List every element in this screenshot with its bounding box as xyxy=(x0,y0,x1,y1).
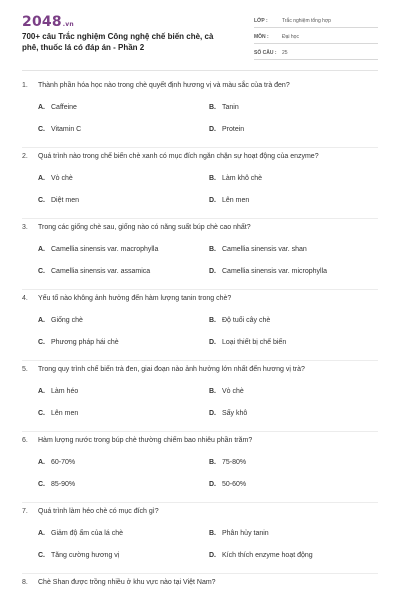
answer-option[interactable] xyxy=(38,409,209,421)
question-divider xyxy=(22,218,378,219)
answer-option[interactable] xyxy=(38,338,209,350)
answer-letter: C. xyxy=(38,268,45,275)
question-item xyxy=(22,152,378,223)
answer-grid xyxy=(38,174,378,208)
answer-option[interactable] xyxy=(209,245,369,257)
answer-option[interactable] xyxy=(38,125,209,137)
answer-text: Độ tuổi cây chè xyxy=(222,317,271,324)
answer-option[interactable] xyxy=(209,338,369,350)
answer-letter: C. xyxy=(38,339,45,346)
answer-text: Vò chè xyxy=(51,175,73,182)
question-item xyxy=(22,507,378,578)
answer-grid xyxy=(38,103,378,137)
answer-text: Lên men xyxy=(222,197,250,204)
question-item xyxy=(22,81,378,152)
question-divider xyxy=(22,147,378,148)
answer-text: Loại thiết bị chế biến xyxy=(222,339,287,346)
answer-option[interactable] xyxy=(209,480,369,492)
question-divider xyxy=(22,431,378,432)
answer-letter: A. xyxy=(38,388,45,395)
answer-text: 85-90% xyxy=(51,481,76,488)
answer-option[interactable] xyxy=(38,196,209,208)
meta-label: SỐ CÂU : xyxy=(254,49,277,56)
answer-text: Vò chè xyxy=(222,388,244,395)
answer-letter: B. xyxy=(209,317,216,324)
answer-letter: D. xyxy=(209,197,216,204)
answer-letter: C. xyxy=(38,481,45,488)
answer-text: Camellia sinensis var. microphylla xyxy=(222,268,328,275)
document-title: 700+ câu Trắc nghiệm Công nghệ chế biến chè, cà phê, thuốc lá có đáp án - Phần 2 xyxy=(22,32,214,52)
answer-letter: D. xyxy=(209,126,216,133)
meta-value: Trắc nghiệm tổng hợp xyxy=(282,17,331,24)
answer-letter: B. xyxy=(209,104,216,111)
meta-row-question-count xyxy=(254,46,378,60)
answer-letter: D. xyxy=(209,410,216,417)
answer-text: Lên men xyxy=(51,410,79,417)
meta-value: 25 xyxy=(282,49,288,56)
question-number: 3. xyxy=(22,224,28,231)
answer-letter: A. xyxy=(38,459,45,466)
answer-text: Protein xyxy=(222,126,245,133)
answer-option[interactable] xyxy=(209,125,369,137)
meta-row-subject xyxy=(254,30,378,44)
answer-option[interactable] xyxy=(209,529,369,541)
answer-letter: B. xyxy=(209,246,216,253)
answer-text: Giống chè xyxy=(51,317,83,324)
meta-label: LỚP : xyxy=(254,17,268,24)
document-header xyxy=(22,14,378,66)
logo-text: 2048 xyxy=(22,14,62,30)
answer-text: Kích thích enzyme hoạt động xyxy=(222,552,313,559)
answer-text: Sấy khô xyxy=(222,410,248,417)
answer-grid xyxy=(38,245,378,279)
answer-letter: A. xyxy=(38,246,45,253)
answer-letter: B. xyxy=(209,175,216,182)
answer-option[interactable] xyxy=(209,196,369,208)
answer-text: Tăng cường hương vị xyxy=(51,552,120,559)
meta-label: MÔN : xyxy=(254,33,269,40)
answer-option[interactable] xyxy=(209,458,369,470)
question-text: Quá trình làm héo chè có mục đích gì? xyxy=(38,508,159,515)
answer-option[interactable] xyxy=(209,316,369,328)
question-divider xyxy=(22,573,378,574)
answer-text: Làm khô chè xyxy=(222,175,263,182)
answer-letter: D. xyxy=(209,268,216,275)
answer-option[interactable] xyxy=(38,480,209,492)
answer-letter: C. xyxy=(38,126,45,133)
question-number: 6. xyxy=(22,437,28,444)
answer-text: 50-60% xyxy=(222,481,247,488)
question-number: 5. xyxy=(22,366,28,373)
answer-letter: C. xyxy=(38,410,45,417)
answer-grid xyxy=(38,387,378,421)
answer-text: 60-70% xyxy=(51,459,76,466)
answer-text: Diệt men xyxy=(51,197,80,204)
question-text: Hàm lượng nước trong búp chè thường chiếm bao nhiêu phần trăm? xyxy=(38,437,253,444)
question-list xyxy=(22,81,378,578)
answer-letter: C. xyxy=(38,197,45,204)
answer-text: Giảm độ ẩm của lá chè xyxy=(51,530,123,537)
answer-option[interactable] xyxy=(38,529,209,541)
answer-grid xyxy=(38,529,378,563)
answer-text: Camellia sinensis var. assamica xyxy=(51,268,151,275)
question-text: Trong quy trình chế biến trà đen, giai đoạn nào ảnh hưởng lớn nhất đến hương vị trà? xyxy=(38,366,305,373)
answer-text: Camellia sinensis var. macrophylla xyxy=(51,246,159,253)
answer-option[interactable] xyxy=(209,267,369,279)
question-number: 8. xyxy=(22,579,28,586)
answer-option[interactable] xyxy=(38,551,209,563)
answer-text: Camellia sinensis var. shan xyxy=(222,246,307,253)
answer-option[interactable] xyxy=(38,316,209,328)
answer-option[interactable] xyxy=(38,458,209,470)
answer-option[interactable] xyxy=(209,409,369,421)
answer-letter: C. xyxy=(38,552,45,559)
answer-text: Làm héo xyxy=(51,388,79,395)
question-number: 7. xyxy=(22,508,28,515)
answer-text: Phân hủy tanin xyxy=(222,530,269,537)
document-meta xyxy=(254,14,378,62)
answer-option[interactable] xyxy=(209,387,369,399)
question-item xyxy=(22,365,378,436)
header-divider xyxy=(22,70,378,71)
answer-letter: A. xyxy=(38,530,45,537)
logo-domain-suffix: .vn xyxy=(62,21,74,28)
question-divider xyxy=(22,502,378,503)
question-text: Trong các giống chè sau, giống nào có năng suất búp chè cao nhất? xyxy=(38,224,251,231)
question-divider xyxy=(22,289,378,290)
answer-grid xyxy=(38,316,378,350)
answer-letter: B. xyxy=(209,530,216,537)
answer-letter: B. xyxy=(209,388,216,395)
answer-option[interactable] xyxy=(38,267,209,279)
meta-value: Đại học xyxy=(282,33,299,40)
question-item xyxy=(22,223,378,294)
answer-grid xyxy=(38,458,378,492)
answer-text: Caffeine xyxy=(51,104,77,111)
question-number: 1. xyxy=(22,82,28,89)
question-text: Quá trình nào trong chế biến chè xanh có mục đích ngăn chặn sự hoạt động của enzyme? xyxy=(38,153,319,160)
answer-option[interactable] xyxy=(209,551,369,563)
question-item xyxy=(22,294,378,365)
answer-option[interactable] xyxy=(209,103,369,115)
meta-row-class xyxy=(254,14,378,28)
answer-letter: A. xyxy=(38,317,45,324)
answer-letter: A. xyxy=(38,175,45,182)
answer-text: Tanin xyxy=(222,104,239,111)
answer-letter: B. xyxy=(209,459,216,466)
question-item-partial xyxy=(22,578,378,590)
answer-text: Phương pháp hái chè xyxy=(51,339,119,346)
answer-letter: D. xyxy=(209,481,216,488)
answer-letter: D. xyxy=(209,552,216,559)
answer-option[interactable] xyxy=(38,103,209,115)
question-text: Thành phần hóa học nào trong chè quyết định hương vị và màu sắc của trà đen? xyxy=(38,82,290,89)
answer-option[interactable] xyxy=(38,174,209,186)
answer-option[interactable] xyxy=(38,245,209,257)
answer-option[interactable] xyxy=(209,174,369,186)
answer-text: 75-80% xyxy=(222,459,247,466)
question-text: Yếu tố nào không ảnh hưởng đến hàm lượng tanin trong chè? xyxy=(38,295,232,302)
question-number: 4. xyxy=(22,295,28,302)
answer-text: Vitamin C xyxy=(51,126,82,133)
question-item xyxy=(22,436,378,507)
answer-letter: A. xyxy=(38,104,45,111)
question-number: 2. xyxy=(22,153,28,160)
answer-option[interactable] xyxy=(38,387,209,399)
question-divider xyxy=(22,360,378,361)
question-text: Chè Shan được trồng nhiều ở khu vực nào tại Việt Nam? xyxy=(38,579,216,586)
answer-letter: D. xyxy=(209,339,216,346)
